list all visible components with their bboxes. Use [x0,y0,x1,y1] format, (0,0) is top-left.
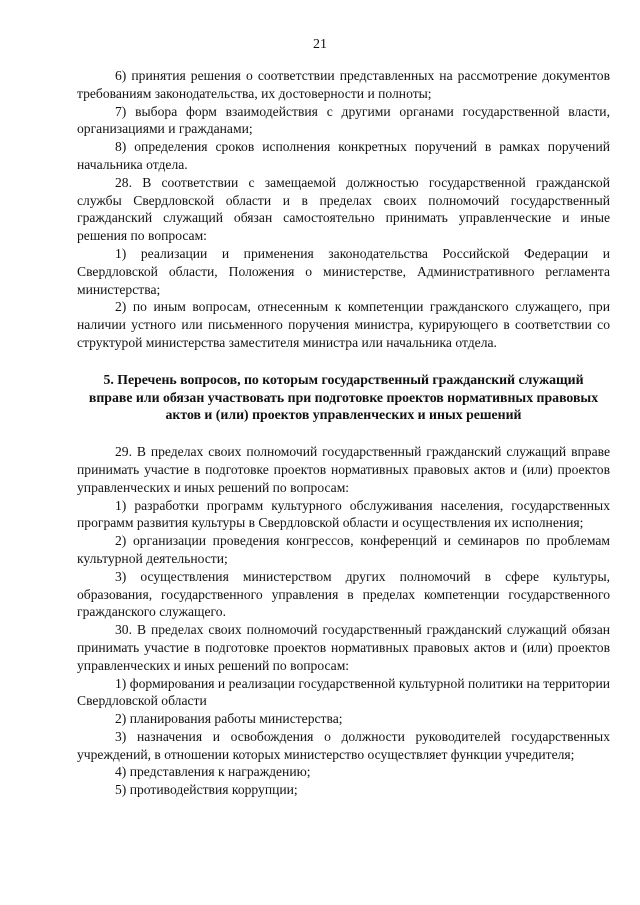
paragraph-clause-28: 28. В соответствии с замещаемой должностью государственной гражданской службы Свердловской области и в пределах своих полномочий государственный гражданский служащий обязан самостоятельно принимать управленческие и иные решения по вопросам: [77,174,610,244]
section-heading: 5. Перечень вопросов, по которым государственный гражданский служащий вправе или обязан участвовать при подготовке проектов нормативных правовых актов и (или) проектов управленческих и иных решений [88,371,599,423]
paragraph-clause-29-item-3: 3) осуществления министерством других полномочий в сфере культуры, образования, государственного управления в пределах компетенции государственного гражданского служащего. [77,568,610,620]
paragraph-clause-30-item-1: 1) формирования и реализации государственной культурной политики на территории Свердловской области [77,675,610,709]
paragraph-clause-30-item-4: 4) представления к награждению; [115,764,311,780]
paragraph-clause-30-item-5: 5) противодействия коррупции; [115,782,298,798]
paragraph-clause-30-item-2: 2) планирования работы министерства; [115,711,343,727]
paragraph-clause-29: 29. В пределах своих полномочий государственный гражданский служащий вправе принимать участие в подготовке проектов нормативных правовых актов и (или) проектов управленческих и иных решений по вопросам: [77,444,610,495]
paragraph-clause-30-item-3: 3) назначения и освобождения о должности руководителей государственных учреждений, в отношении которых министерство осуществляет функции учредителя; [77,728,610,762]
paragraph-item-6: 6) принятия решения о соответствии представленных на рассмотрение документов требованиям законодательства, их достоверности и полноты; [77,68,610,101]
paragraph-clause-30: 30. В пределах своих полномочий государственный гражданский служащий обязан принимать участие в подготовке проектов нормативных правовых актов и (или) проектов управленческих и иных решений по вопросам: [77,622,610,673]
document-body [77,67,610,799]
paragraph-clause-29-item-2: 2) организации проведения конгрессов, конференций и семинаров по проблемам культурной деятельности; [77,533,610,566]
page-number: 21 [313,37,327,52]
paragraph-item-7: 7) выбора форм взаимодействия с другими органами государственной власти, организациями и гражданами; [77,103,610,137]
paragraph-item-8: 8) определения сроков исполнения конкретных поручений в рамках поручений начальника отдела. [77,139,610,172]
paragraph-clause-28-item-2: 2) по иным вопросам, отнесенным к компетенции гражданского служащего, при наличии устного или письменного поручения министра, курирующего в соответствии со структурой министерства заместителя министра или начальника отдела. [77,299,610,350]
paragraph-clause-29-item-1: 1) разработки программ культурного обслуживания населения, государственных программ развития культуры в Свердловской области и осуществления их исполнения; [77,497,610,531]
paragraph-clause-28-item-1: 1) реализации и применения законодательства Российской Федерации и Свердловской области, Положения о министерстве, Административного регламента министерства; [77,245,610,297]
